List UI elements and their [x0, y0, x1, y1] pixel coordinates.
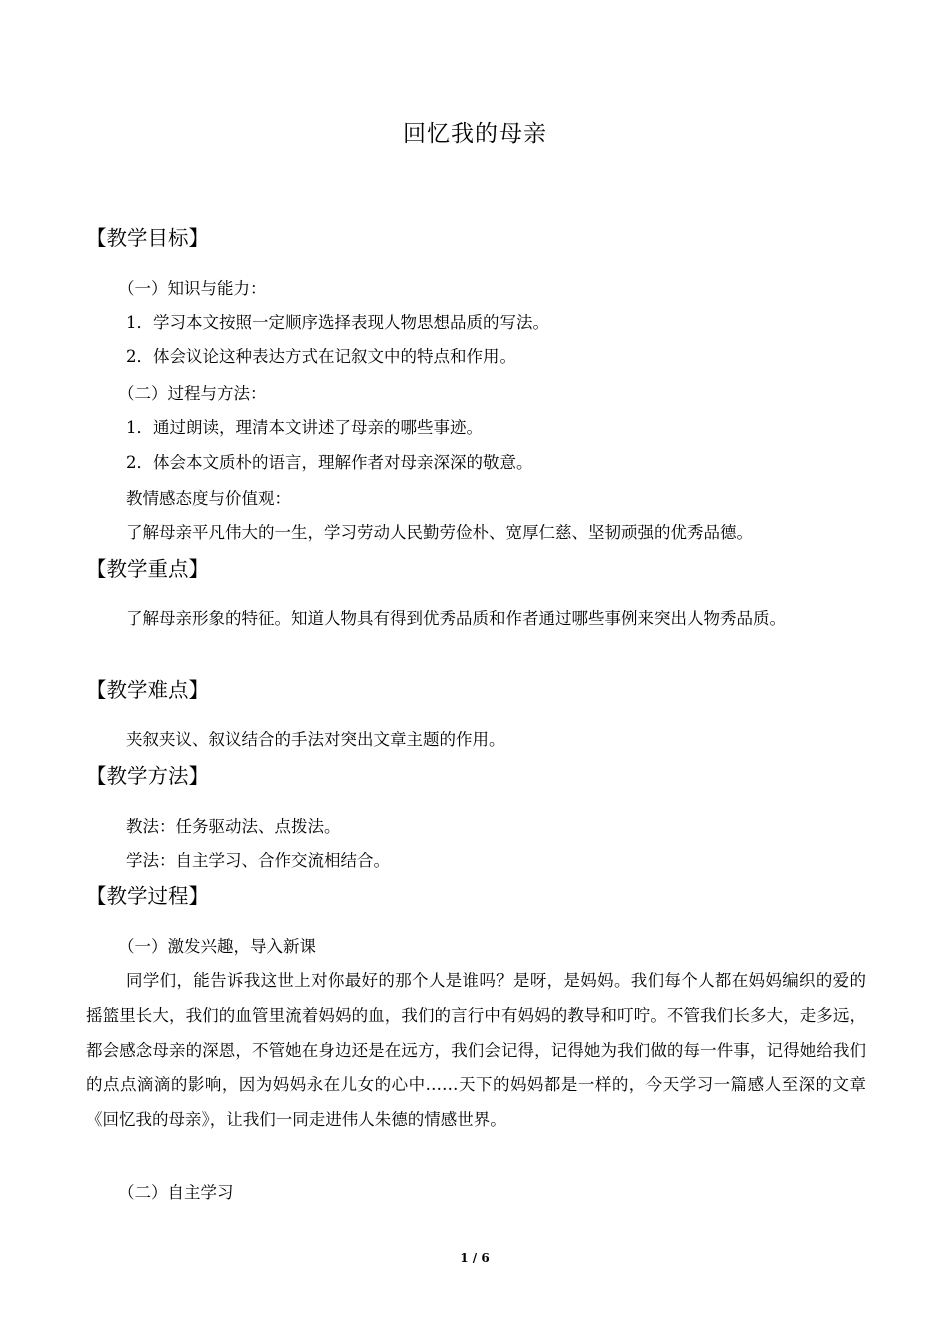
section-heading-difficulties: 【教学难点】 — [86, 678, 209, 702]
page-number: 1 / 6 — [460, 1251, 490, 1265]
section-heading-process: 【教学过程】 — [86, 884, 209, 908]
goals-line: 1．通过朗读，理清本文讲述了母亲的哪些事迹。 — [126, 418, 483, 437]
goals-line: 2．体会议论这种表达方式在记叙文中的特点和作用。 — [126, 347, 516, 366]
methods-line: 学法：自主学习、合作交流相结合。 — [126, 851, 390, 870]
difficulties-text: 夹叙夹议、叙议结合的手法对突出文章主题的作用。 — [126, 730, 506, 749]
goals-line: 教情感态度与价值观： — [126, 489, 291, 508]
section-heading-methods: 【教学方法】 — [86, 764, 209, 788]
process-step-heading: （一）激发兴趣，导入新课 — [118, 937, 316, 956]
goals-line: 1．学习本文按照一定顺序选择表现人物思想品质的写法。 — [126, 313, 549, 332]
section-heading-key-points: 【教学重点】 — [86, 557, 209, 581]
process-intro-paragraph: 同学们，能告诉我这世上对你最好的那个人是谁吗？是呀，是妈妈。我们每个人都在妈妈编织的爱的摇篮里长大，我们的血管里流着妈妈的血，我们的言行中有妈妈的教导和叮咛。不管我们长多大，走多远，都会感念母亲的深恩，不管她在身边还是在远方，我们会记得，记得她为我们做的每一件事，记得她给我们的点点滴滴的影响，因为妈妈永在儿女的心中……天下的妈妈都是一样的，今天学习一篇感人至深的文章《回忆我的母亲》，让我们一同走进伟人朱德的情感世界。 — [86, 971, 866, 1130]
methods-line: 教法：任务驱动法、点拨法。 — [126, 817, 341, 836]
document-title: 回忆我的母亲 — [403, 121, 547, 147]
process-step-heading: （二）自主学习 — [118, 1183, 234, 1202]
key-points-text: 了解母亲形象的特征。知道人物具有得到优秀品质和作者通过哪些事例来突出人物秀品质。 — [126, 609, 786, 628]
goals-line: 2．体会本文质朴的语言，理解作者对母亲深深的敬意。 — [126, 453, 533, 472]
goals-line: （二）过程与方法： — [118, 384, 267, 403]
goals-line: （一）知识与能力： — [118, 279, 267, 298]
goals-line: 了解母亲平凡伟大的一生，学习劳动人民勤劳俭朴、宽厚仁慈、坚韧顽强的优秀品德。 — [126, 523, 753, 542]
section-heading-goals: 【教学目标】 — [86, 226, 209, 250]
